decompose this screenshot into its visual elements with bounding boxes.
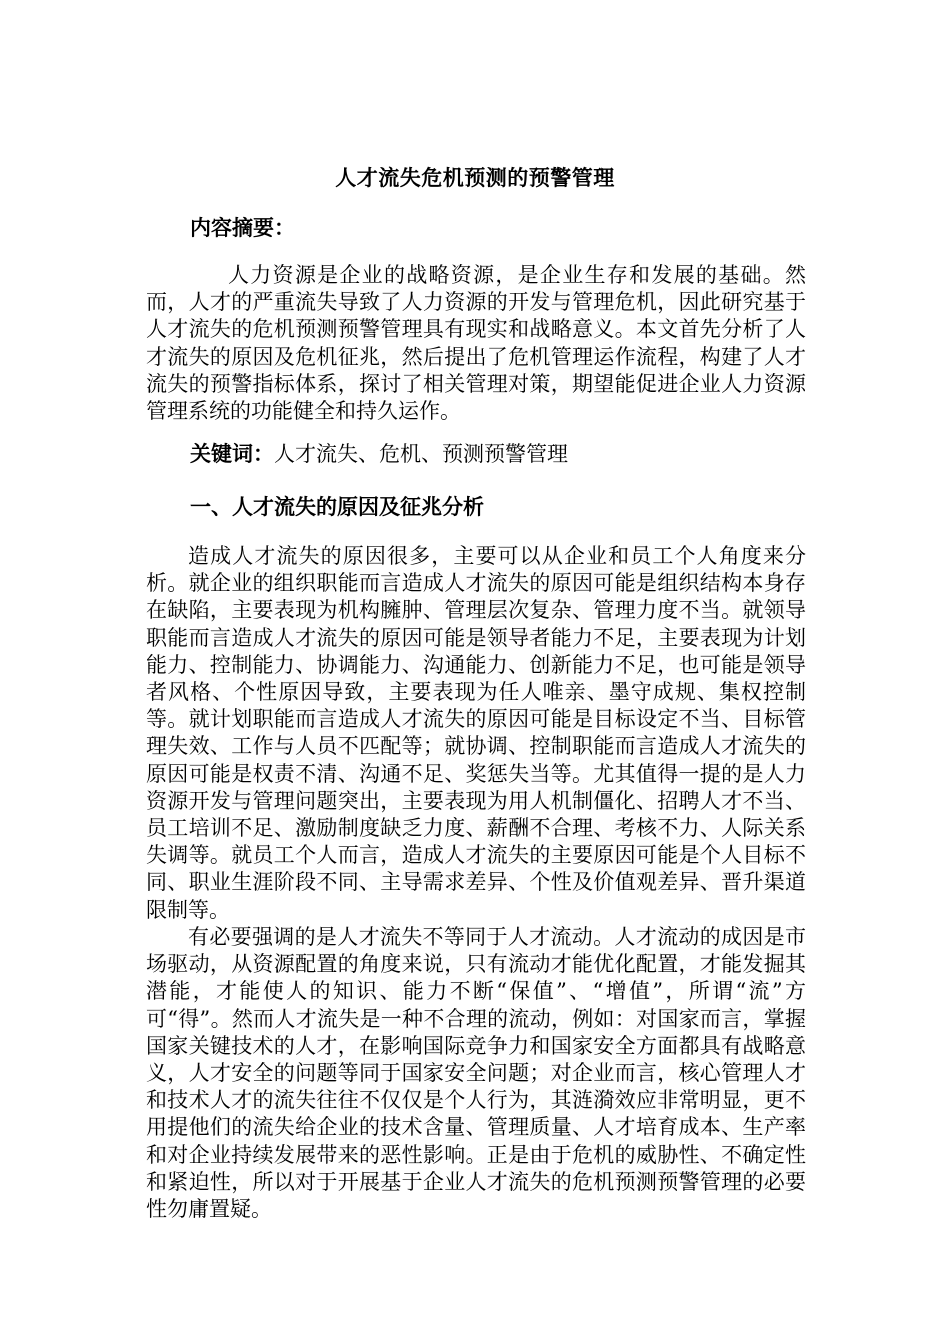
body-paragraph-2: 有必要强调的是人才流失不等同于人才流动。人才流动的成因是市场驱动，从资源配置的角度来说，只有流动才能优化配置，才能发掘其潜能，才能使人的知识、能力不断“保值”、“增值”，所谓“流”方可“得”。然而人才流失是一种不合理的流动，例如：对国家而言，掌握国家关键技术的人才，在影响国际竞争力和国家安全方面都具有战略意义，人才安全的问题等同于国家安全问题；对企业而言，核心管理人才和技术人才的流失往往不仅仅是个人行为，其涟漪效应非常明显，更不用提他们的流失给企业的技术含量、管理质量、人才培育成本、生产率和对企业持续发展带来的恶性影响。正是由于危机的威胁性、不确定性和紧迫性，所以对于开展基于企业人才流失的危机预测预警管理的必要性勿庸置疑。 [146, 925, 806, 1222]
abstract-paragraph: 人力资源是企业的战略资源，是企业生存和发展的基础。然而，人才的严重流失导致了人力资源的开发与管理危机，因此研究基于人才流失的危机预测预警管理具有现实和战略意义。本文首先分析了人才流失的原因及危机征兆，然后提出了危机管理运作流程，构建了人才流失的预警指标体系，探讨了相关管理对策，期望能促进企业人力资源管理系统的功能健全和持久运作。 [146, 263, 806, 424]
keywords-line [190, 440, 568, 468]
keywords-text: 人才流失、危机、预测预警管理 [274, 442, 568, 466]
keywords-label: 关键词： [190, 441, 274, 466]
section-heading: 一、人才流失的原因及征兆分析 [190, 494, 484, 519]
abstract-label: 内容摘要： [190, 215, 295, 240]
document-title: 人才流失危机预测的预警管理 [335, 165, 615, 190]
body-paragraph-1: 造成人才流失的原因很多，主要可以从企业和员工个人角度来分析。就企业的组织职能而言造成人才流失的原因可能是组织结构本身存在缺陷，主要表现为机构臃肿、管理层次复杂、管理力度不当。就领导职能而言造成人才流失的原因可能是领导者能力不足，主要表现为计划能力、控制能力、协调能力、沟通能力、创新能力不足，也可能是领导者风格、个性原因导致，主要表现为任人唯亲、墨守成规、集权控制等。就计划职能而言造成人才流失的原因可能是目标设定不当、目标管理失效、工作与人员不匹配等；就协调、控制职能而言造成人才流失的原因可能是权责不清、沟通不足、奖惩失当等。尤其值得一提的是人力资源开发与管理问题突出，主要表现为用人机制僵化、招聘人才不当、员工培训不足、激励制度缺乏力度、薪酬不合理、考核不力、人际关系失调等。就员工个人而言，造成人才流失的主要原因可能是个人目标不同、职业生涯阶段不同、主导需求差异、个性及价值观差异、晋升渠道限制等。 [146, 544, 806, 922]
